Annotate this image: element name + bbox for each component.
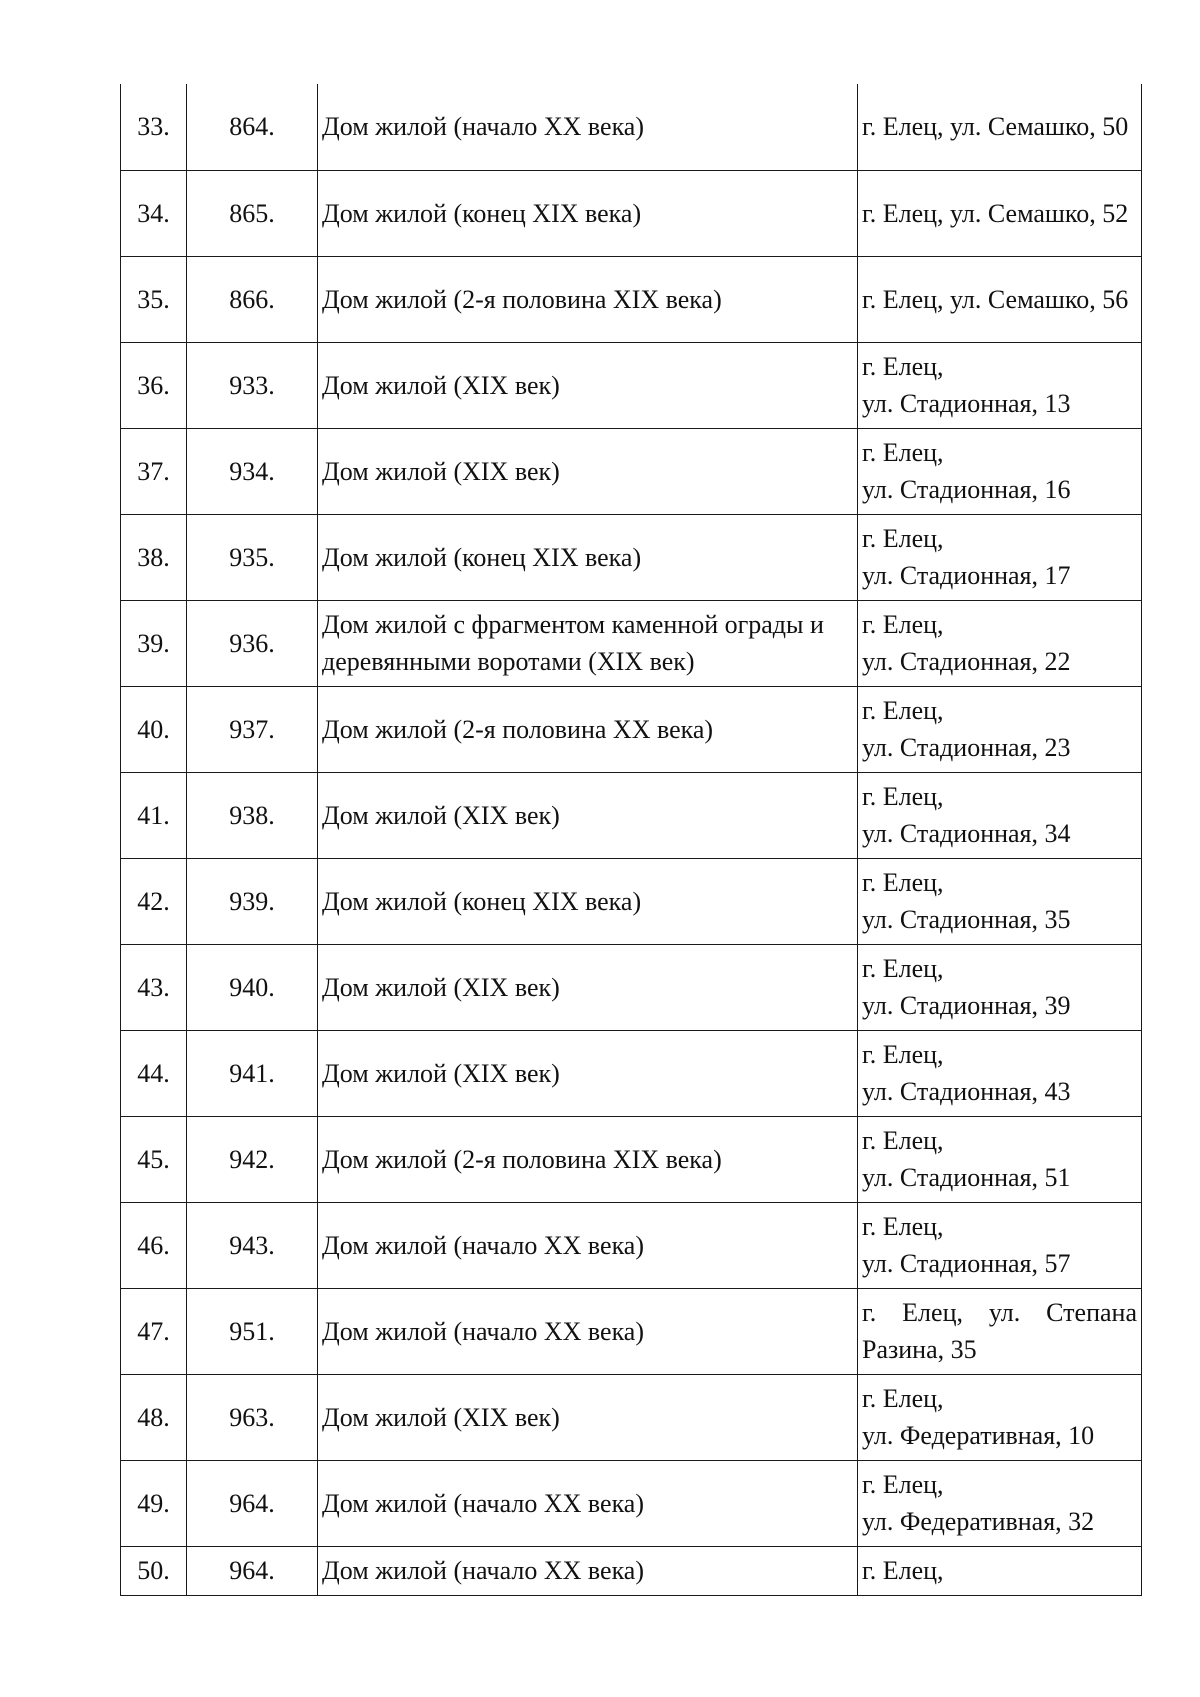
table-row	[121, 772, 1142, 858]
registry-number-cell: 943.	[187, 1202, 318, 1288]
object-name-cell: Дом жилой (XIX век)	[318, 428, 858, 514]
address-line: ул. Стадионная, 35	[862, 905, 1071, 934]
address-line: г. Елец, ул. Семашко, 50	[862, 112, 1129, 142]
row-number-cell: 45.	[121, 1116, 187, 1202]
address-cell	[858, 944, 1142, 1030]
address-line: г. Елец,	[862, 1212, 944, 1241]
table-row	[121, 1116, 1142, 1202]
object-name-cell: Дом жилой (2-я половина XIX века)	[318, 256, 858, 342]
address-cell	[858, 858, 1142, 944]
address-line: ул. Стадионная, 17	[862, 561, 1071, 590]
table-row	[121, 1202, 1142, 1288]
row-number-cell: 46.	[121, 1202, 187, 1288]
row-number-cell: 47.	[121, 1288, 187, 1374]
row-number-cell: 48.	[121, 1374, 187, 1460]
row-number-cell: 33.	[121, 84, 187, 170]
row-number-cell: 40.	[121, 686, 187, 772]
row-number-cell: 50.	[121, 1546, 187, 1595]
object-name-cell: Дом жилой (2-я половина XIX века)	[318, 1116, 858, 1202]
address-cell	[858, 1030, 1142, 1116]
object-name-cell: Дом жилой (XIX век)	[318, 772, 858, 858]
address-line: ул. Стадионная, 34	[862, 819, 1071, 848]
row-number-cell: 39.	[121, 600, 187, 686]
address-line: г. Елец,	[862, 868, 944, 897]
table-row	[121, 858, 1142, 944]
object-name-cell: Дом жилой (начало XX века)	[318, 1288, 858, 1374]
table-row	[121, 84, 1142, 170]
address-line: г. Елец,	[862, 1384, 944, 1413]
address-line: ул. Федеративная, 10	[862, 1421, 1095, 1450]
address-line: г. Елец,	[862, 524, 944, 553]
table-row	[121, 944, 1142, 1030]
monuments-table	[120, 84, 1142, 1596]
address-line: г. Елец, ул. Степана Разина, 35	[862, 1298, 1137, 1364]
object-name-cell: Дом жилой (2-я половина XX века)	[318, 686, 858, 772]
address-line: г. Елец,	[862, 352, 944, 381]
object-name-cell: Дом жилой (конец XIX века)	[318, 514, 858, 600]
object-name-cell: Дом жилой с фрагментом каменной ограды и деревянными воротами (XIX век)	[318, 600, 858, 686]
registry-number-cell: 951.	[187, 1288, 318, 1374]
address-line: ул. Стадионная, 13	[862, 389, 1071, 418]
registry-number-cell: 942.	[187, 1116, 318, 1202]
address-cell	[858, 84, 1142, 170]
address-line: ул. Стадионная, 39	[862, 991, 1071, 1020]
address-line: г. Елец,	[862, 1470, 944, 1499]
registry-number-cell: 938.	[187, 772, 318, 858]
registry-number-cell: 936.	[187, 600, 318, 686]
registry-number-cell: 934.	[187, 428, 318, 514]
object-name-cell: Дом жилой (XIX век)	[318, 944, 858, 1030]
registry-number-cell: 933.	[187, 342, 318, 428]
row-number-cell: 38.	[121, 514, 187, 600]
address-line: ул. Стадионная, 23	[862, 733, 1071, 762]
address-line: г. Елец, ул. Семашко, 56	[862, 284, 1129, 314]
object-name-cell: Дом жилой (начало XX века)	[318, 1546, 858, 1595]
table-row	[121, 1288, 1142, 1374]
address-line: г. Елец,	[862, 1040, 944, 1069]
registry-number-cell: 865.	[187, 170, 318, 256]
address-line: ул. Стадионная, 22	[862, 647, 1071, 676]
address-cell	[858, 1546, 1142, 1595]
address-cell	[858, 1288, 1142, 1374]
row-number-cell: 44.	[121, 1030, 187, 1116]
registry-number-cell: 941.	[187, 1030, 318, 1116]
row-number-cell: 35.	[121, 256, 187, 342]
address-cell	[858, 1202, 1142, 1288]
registry-number-cell: 963.	[187, 1374, 318, 1460]
address-line: г. Елец,	[862, 610, 944, 639]
table-row	[121, 1546, 1142, 1595]
address-cell	[858, 428, 1142, 514]
address-cell	[858, 342, 1142, 428]
address-line: г. Елец,	[862, 1555, 944, 1585]
address-line: ул. Стадионная, 51	[862, 1163, 1071, 1192]
object-name-cell: Дом жилой (XIX век)	[318, 1374, 858, 1460]
row-number-cell: 36.	[121, 342, 187, 428]
registry-number-cell: 964.	[187, 1546, 318, 1595]
address-line: ул. Стадионная, 16	[862, 475, 1071, 504]
object-name-cell: Дом жилой (начало XX века)	[318, 1202, 858, 1288]
object-name-cell: Дом жилой (начало XX века)	[318, 84, 858, 170]
registry-number-cell: 866.	[187, 256, 318, 342]
registry-number-cell: 935.	[187, 514, 318, 600]
address-cell	[858, 1374, 1142, 1460]
table-row	[121, 686, 1142, 772]
registry-number-cell: 964.	[187, 1460, 318, 1546]
address-cell	[858, 1460, 1142, 1546]
address-line: г. Елец,	[862, 1126, 944, 1155]
address-cell	[858, 686, 1142, 772]
address-cell	[858, 600, 1142, 686]
table-row	[121, 600, 1142, 686]
registry-number-cell: 937.	[187, 686, 318, 772]
table-body	[121, 84, 1142, 1595]
address-line: ул. Федеративная, 32	[862, 1507, 1095, 1536]
row-number-cell: 49.	[121, 1460, 187, 1546]
table-row	[121, 1030, 1142, 1116]
address-cell	[858, 1116, 1142, 1202]
address-line: ул. Стадионная, 43	[862, 1077, 1071, 1106]
row-number-cell: 43.	[121, 944, 187, 1030]
object-name-cell: Дом жилой (конец XIX века)	[318, 858, 858, 944]
object-name-cell: Дом жилой (XIX век)	[318, 1030, 858, 1116]
row-number-cell: 37.	[121, 428, 187, 514]
table-row	[121, 256, 1142, 342]
table-row	[121, 342, 1142, 428]
table-row	[121, 170, 1142, 256]
registry-number-cell: 939.	[187, 858, 318, 944]
address-line: г. Елец,	[862, 782, 944, 811]
address-cell	[858, 170, 1142, 256]
object-name-cell: Дом жилой (XIX век)	[318, 342, 858, 428]
table-row	[121, 1374, 1142, 1460]
row-number-cell: 34.	[121, 170, 187, 256]
object-name-cell: Дом жилой (конец XIX века)	[318, 170, 858, 256]
address-line: г. Елец,	[862, 696, 944, 725]
row-number-cell: 41.	[121, 772, 187, 858]
address-cell	[858, 514, 1142, 600]
registry-number-cell: 864.	[187, 84, 318, 170]
table-row	[121, 428, 1142, 514]
table-row	[121, 514, 1142, 600]
address-cell	[858, 256, 1142, 342]
address-line: г. Елец,	[862, 954, 944, 983]
address-line: г. Елец,	[862, 438, 944, 467]
table-row	[121, 1460, 1142, 1546]
object-name-cell: Дом жилой (начало XX века)	[318, 1460, 858, 1546]
address-line: ул. Стадионная, 57	[862, 1249, 1071, 1278]
row-number-cell: 42.	[121, 858, 187, 944]
address-line: г. Елец, ул. Семашко, 52	[862, 198, 1129, 228]
address-cell	[858, 772, 1142, 858]
registry-number-cell: 940.	[187, 944, 318, 1030]
